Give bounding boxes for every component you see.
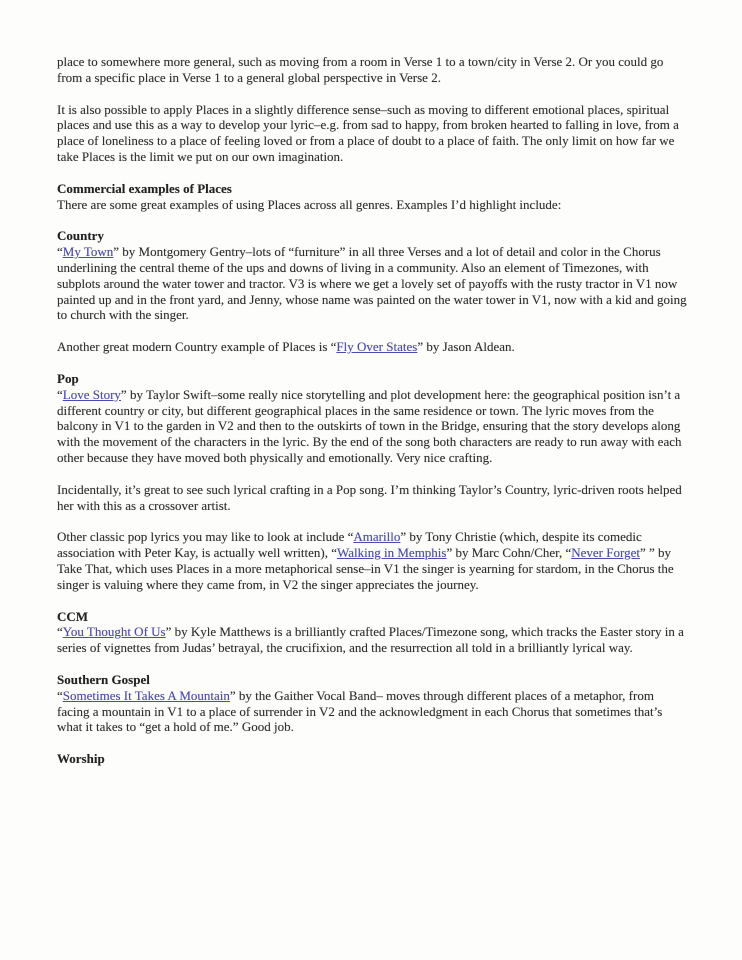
- text-run: Pop: [57, 370, 79, 386]
- heading-ccm: [57, 609, 687, 625]
- text-run: CCM: [57, 608, 89, 624]
- para-emotional-places: [57, 102, 687, 165]
- link-you-thought-of-us[interactable]: You Thought Of Us: [62, 624, 166, 640]
- heading-country: [57, 228, 687, 244]
- text-run: place to somewhere more general, such as moving from a room in Verse 1 to a town/city in Verse 2. Or you could go from a specific place in Verse 1 to a general global perspective in Verse 2.: [57, 54, 664, 85]
- text-run: “: [57, 386, 63, 402]
- link-walking-in-memphis[interactable]: Walking in Memphis: [337, 545, 447, 561]
- heading-southern-gospel: [57, 672, 687, 688]
- link-fly-over-states[interactable]: Fly Over States: [336, 339, 418, 355]
- heading-worship: [57, 751, 687, 767]
- link-love-story[interactable]: Love Story: [62, 386, 121, 402]
- text-run: Another great modern Country example of Places is “: [57, 339, 337, 355]
- para-fly-over-states: [57, 339, 687, 355]
- link-my-town[interactable]: My Town: [62, 244, 114, 260]
- text-run: Other classic pop lyrics you may like to look at include “: [57, 529, 354, 545]
- para-place-general: [57, 54, 687, 86]
- para-examples-intro: [57, 197, 687, 213]
- heading-commercial-examples: [57, 181, 687, 197]
- text-run: ” by Montgomery Gentry–lots of “furniture” in all three Verses and a lot of detail and color in the Chorus underlining the central theme of the ups and downs of living in a community. Also an element of Timezones, with subplots around the water tower and tractor. V3 is where we get a lovely set of payoffs with the rusty tractor in V1 now painted up and in the front yard, and Jenny, whose name was painted on the water tower in V1, now with a kid and going to church with the singer.: [57, 244, 687, 323]
- para-classic-pop: [57, 529, 687, 592]
- text-run: ” by the Gaither Vocal Band– moves through different places of a metaphor, from facing a mountain in V1 to a place of surrender in V2 and the acknowledgment in each Chorus that sometimes that’s what it takes to “get a hold of me.” Good job.: [57, 687, 663, 735]
- para-you-thought-of-us: [57, 624, 687, 656]
- text-run: ” by Tony Christie (which, despite its comedic association with Peter Kay, is actually well written), “: [57, 529, 642, 561]
- para-sometimes-mountain: [57, 688, 687, 735]
- para-my-town: [57, 244, 687, 323]
- text-run: It is also possible to apply Places in a slightly difference sense–such as moving to different emotional places, spiritual places and use this as a way to develop your lyric–e.g. from sad to happy, from broken hearted to falling in love, from a place of loneliness to a place of feeling loved or from a place of doubt to a place of faith. The only limit on how far we take Places is the limit we put on our own imagination.: [57, 101, 679, 164]
- text-run: ” by Kyle Matthews is a brilliantly crafted Places/Timezone song, which tracks the Easter story in a series of vignettes from Judas’ betrayal, the crucifixion, and the resurrection all told in a brilliantly lyrical way.: [57, 624, 684, 656]
- link-amarillo[interactable]: Amarillo: [353, 529, 401, 545]
- text-run: Country: [57, 228, 104, 244]
- text-run: Commercial examples of Places: [57, 180, 232, 196]
- text-run: ” by Jason Aldean.: [417, 339, 515, 355]
- text-run: “: [57, 687, 63, 703]
- link-never-forget[interactable]: Never Forget: [571, 545, 640, 561]
- text-run: ” by Marc Cohn/Cher, “: [446, 545, 572, 561]
- text-run: Worship: [57, 751, 105, 767]
- text-run: Southern Gospel: [57, 671, 150, 687]
- text-run: “: [57, 244, 63, 260]
- text-run: ” by Taylor Swift–some really nice storytelling and plot development here: the geographical position isn’t a different country or city, but different geographical places in the same residence or town. The lyric moves from the balcony in V1 to the garden in V2 and then to the outskirts of town in the Bridge, ensuring that the story develops along with the movement of the characters in the lyric. By the end of the song both characters are ready to run away with each other because they have moved both physically and emotionally. Very nice crafting.: [57, 386, 682, 465]
- document-content: [57, 54, 687, 767]
- text-run: ” ” by Take That, which uses Places in a more metaphorical sense–in V1 the singer is yearning for stardom, in the Chorus the singer is valuing where they came from, in V2 the singer appreciates the journey.: [57, 545, 674, 592]
- heading-pop: [57, 371, 687, 387]
- para-crossover: [57, 482, 687, 514]
- text-run: Incidentally, it’s great to see such lyrical crafting in a Pop song. I’m thinking Taylor’s Country, lyric-driven roots helped her with this as a crossover artist.: [57, 481, 682, 513]
- text-run: There are some great examples of using Places across all genres. Examples I’d highlight include:: [57, 196, 562, 212]
- para-love-story: [57, 387, 687, 466]
- link-sometimes-it-takes-a-mountain[interactable]: Sometimes It Takes A Mountain: [62, 687, 230, 703]
- text-run: “: [57, 624, 63, 640]
